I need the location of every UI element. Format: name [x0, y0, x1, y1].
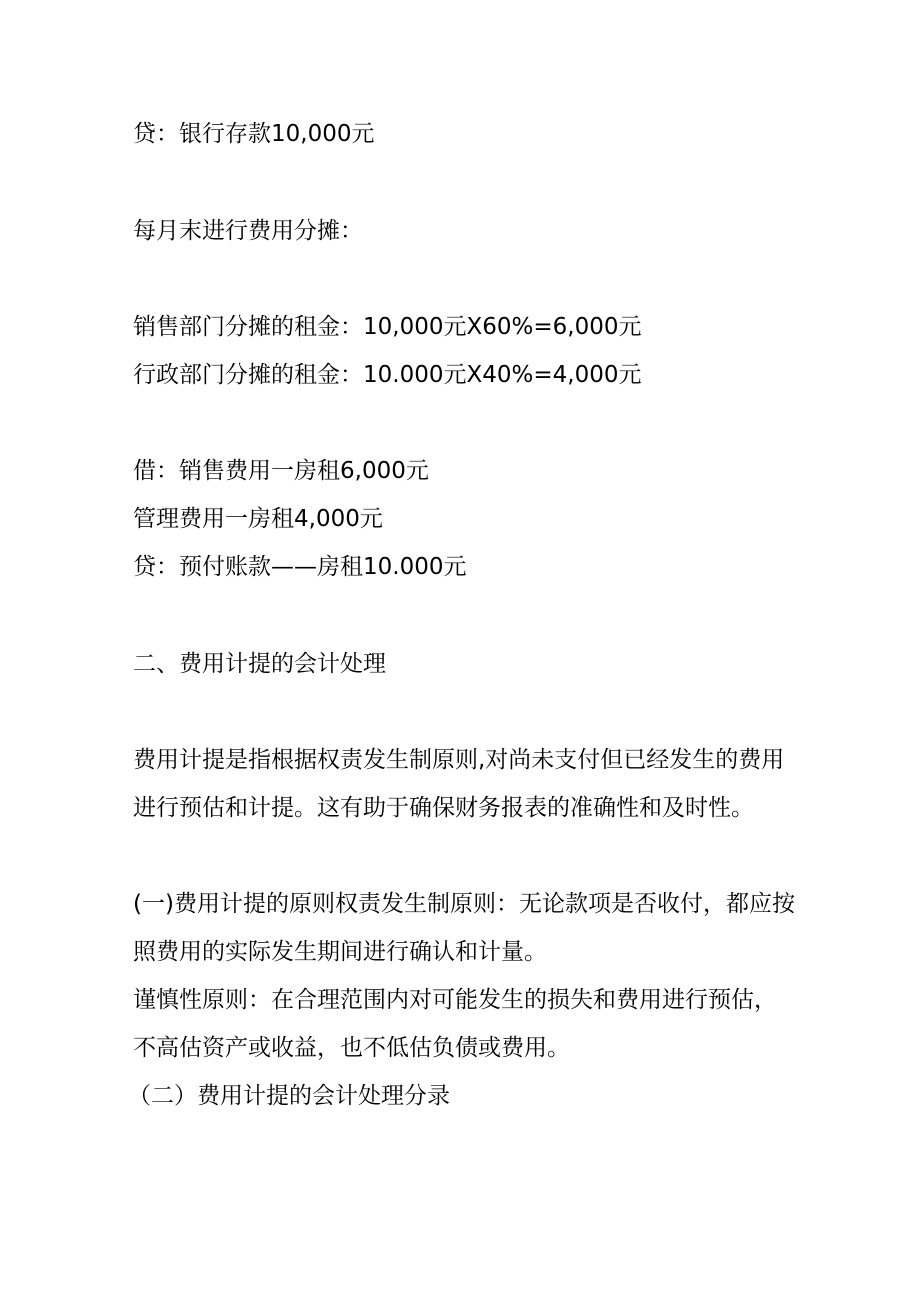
- principle-line: 照费用的实际发生期间进行确认和计量。: [133, 939, 547, 965]
- admin-expense-line: 管理费用一房租4,000元: [133, 506, 383, 532]
- principle-line: (一)费用计提的原则权责发生制原则：无论款项是否收付，都应按: [133, 891, 795, 917]
- prudence-principle-line: 不高估资产或收益，也不低估负债或费用。: [133, 1035, 570, 1061]
- sales-rent-allocation-line: 销售部门分摊的租金：10,000元X60%=6,000元: [133, 314, 642, 340]
- paragraph-line: 费用计提是指根据权责发生制原则,对尚未支付但已经发生的费用: [133, 747, 785, 773]
- monthly-allocation-heading: 每月末进行费用分摊：: [133, 218, 363, 244]
- admin-rent-allocation-line: 行政部门分摊的租金：10.000元X40%=4,000元: [133, 362, 642, 388]
- paragraph-line: 进行预估和计提。这有助于确保财务报表的准确性和及时性。: [133, 795, 754, 821]
- debit-sales-expense-line: 借：销售费用一房租6,000元: [133, 458, 429, 484]
- section-heading-accrual: 二、费用计提的会计处理: [133, 651, 386, 677]
- subsection-heading: （二）费用计提的会计处理分录: [128, 1083, 450, 1109]
- prudence-principle-line: 谨慎性原则：在合理范围内对可能发生的损失和费用进行预估，: [133, 987, 777, 1013]
- credit-prepaid-line: 贷：预付账款——房租10.000元: [133, 554, 467, 580]
- credit-bank-deposit-line: 贷：银行存款10,000元: [133, 121, 375, 147]
